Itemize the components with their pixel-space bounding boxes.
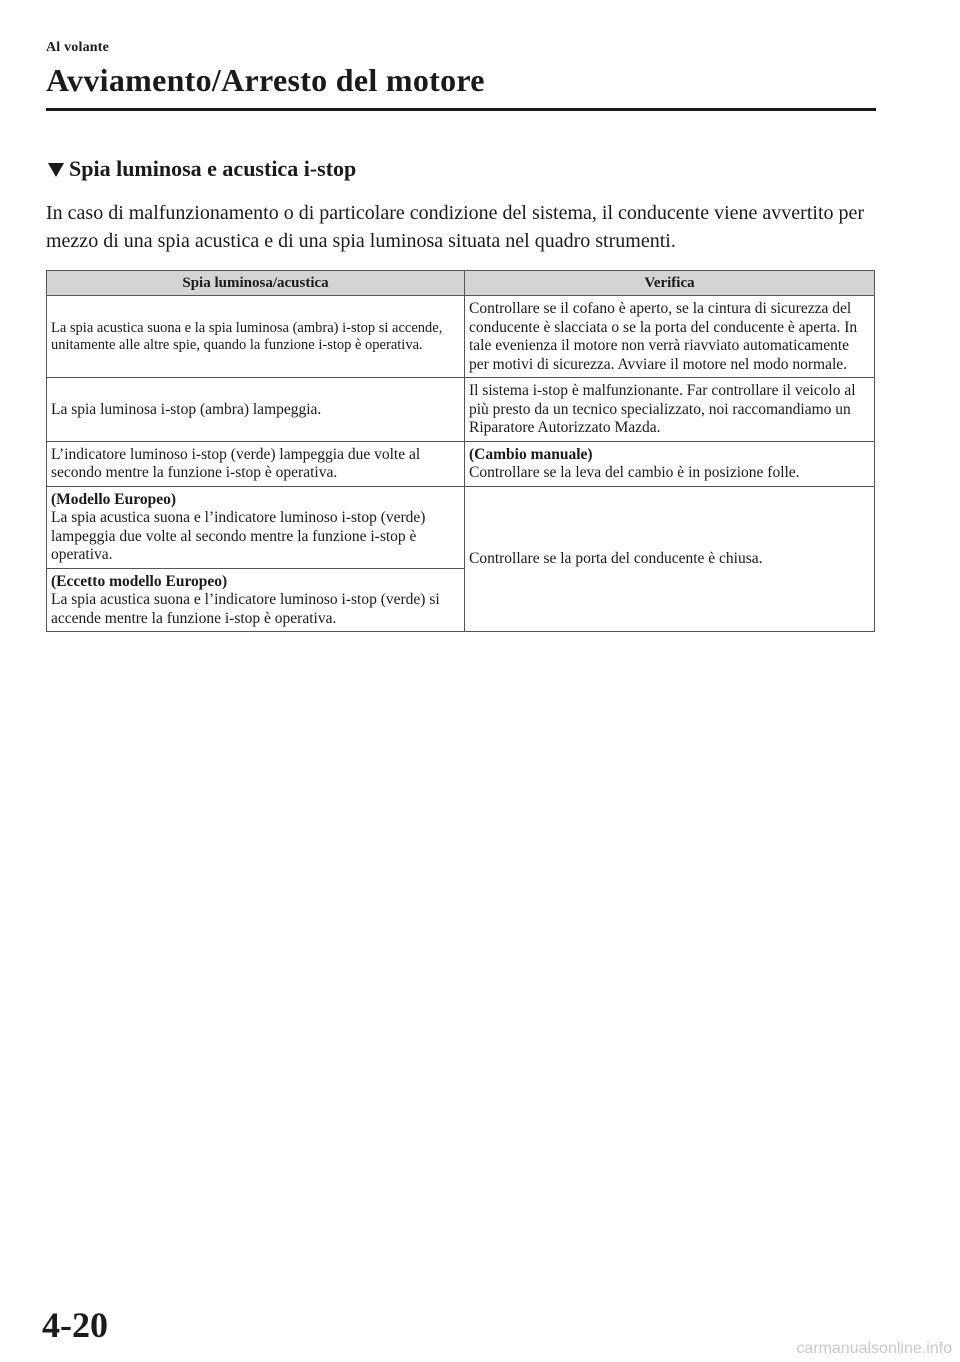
check-text: Il sistema i-stop è malfunzionante. Far controllare il veicolo al più presto da un tecnico specializzato, noi raccomandiamo un Riparatore Autorizzato Mazda. (469, 382, 856, 436)
title-divider (46, 108, 876, 111)
indicator-cell (47, 296, 465, 378)
check-text: Controllare se la porta del conducente è chiusa. (469, 550, 763, 567)
table-row (47, 486, 875, 568)
indicator-text: La spia luminosa i-stop (ambra) lampeggia. (51, 400, 322, 418)
table-row (47, 441, 875, 486)
check-text: Controllare se il cofano è aperto, se la cintura di sicurezza del conducente è slacciata o se la porta del conducente è aperta. In tale evenienza il motore non verrà riavviato automaticamente per motivi di sicurezza. Avviare il motore nel modo normale. (469, 300, 858, 373)
column-header-check: Verifica (465, 271, 875, 296)
check-cell (465, 296, 875, 378)
indicator-text: La spia acustica suona e l’indicatore luminoso i-stop (verde) si accende mentre la funzione i-stop è operativa. (51, 591, 440, 627)
indicator-cell (47, 441, 465, 486)
indicator-text: La spia acustica suona e l’indicatore luminoso i-stop (verde) lampeggia due volte al secondo mentre la funzione i-stop è operativa. (51, 509, 426, 563)
indicator-text: L’indicatore luminoso i-stop (verde) lampeggia due volte al secondo mentre la funzione i-stop è operativa. (51, 445, 421, 481)
check-label: (Cambio manuale) (469, 445, 593, 463)
page-number: 4-20 (42, 1305, 108, 1345)
triangle-down-icon (48, 163, 64, 177)
table-header-row (47, 271, 875, 296)
indicator-text: La spia acustica suona e la spia luminosa (ambra) i-stop si accende, unitamente alle altre spie, quando la funzione i-stop è operativa. (51, 319, 443, 353)
table-row (47, 378, 875, 442)
indicator-cell (47, 378, 465, 442)
indicator-cell (47, 568, 465, 632)
breadcrumb: Al volante (46, 40, 110, 55)
watermark: carmanualsonline.info (796, 1340, 952, 1357)
page-title: Avviamento/Arresto del motore (46, 62, 485, 98)
check-cell (465, 441, 875, 486)
indicator-label: (Eccetto modello Europeo) (51, 572, 228, 590)
indicator-label: (Modello Europeo) (51, 490, 176, 508)
check-cell (465, 486, 875, 632)
intro-paragraph: In caso di malfunzionamento o di particolare condizione del sistema, il conducente viene avvertito per mezzo di una spia acustica e di una spia luminosa situata nel quadro strumenti. (46, 202, 865, 252)
column-header-indicator: Spia luminosa/acustica (47, 271, 465, 296)
section-heading-text: Spia luminosa e acustica i-stop (69, 156, 357, 181)
check-text: Controllare se la leva del cambio è in posizione folle. (469, 464, 800, 481)
table-row (47, 296, 875, 378)
indicator-cell (47, 486, 465, 568)
check-cell (465, 378, 875, 442)
indicator-table (46, 270, 875, 632)
section-heading (48, 156, 356, 182)
